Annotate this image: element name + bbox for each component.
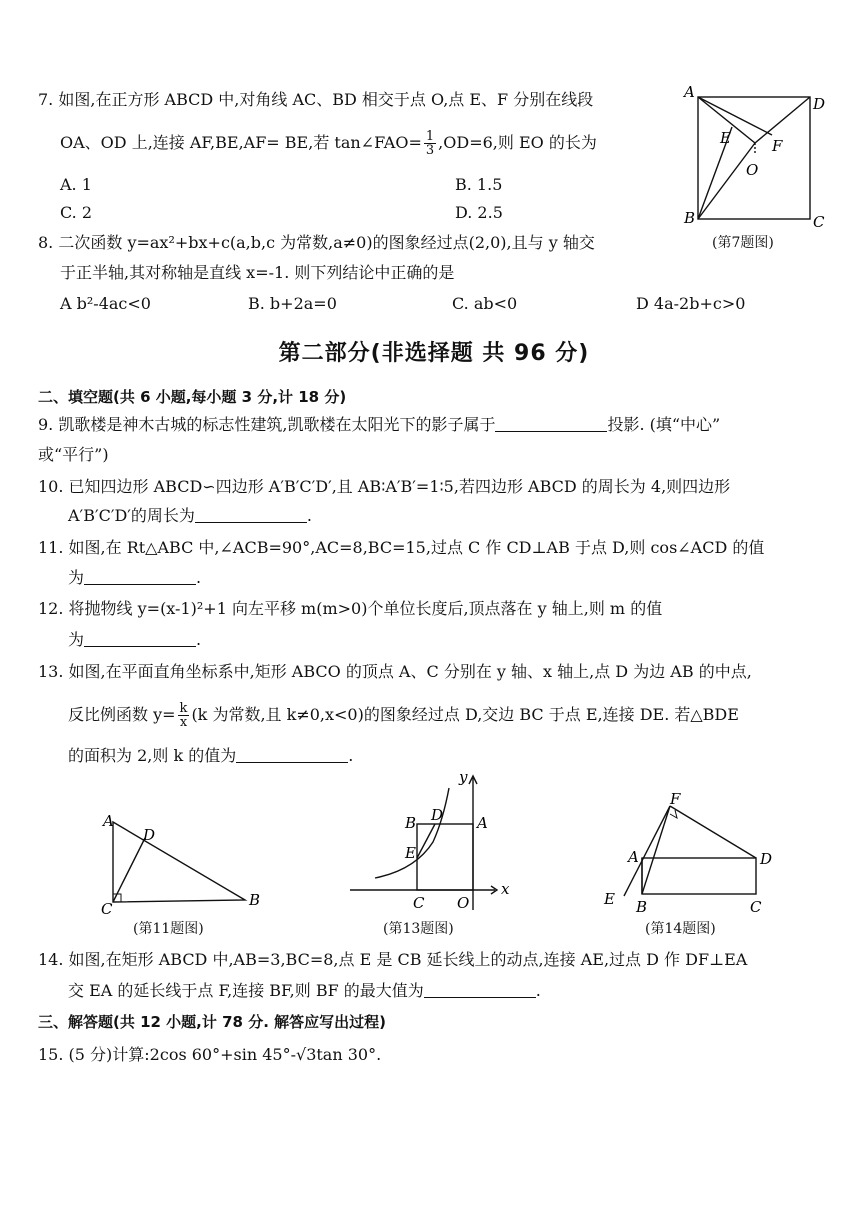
q7-option-b: B. 1.5 [455,175,503,194]
q11-label-a: A [103,812,114,830]
q13-label-d: D [431,806,444,824]
q7-segment-af [698,97,772,135]
q12-line2b: . [196,630,202,649]
q11-label-d: D [143,826,156,844]
q8-line1: 8. 二次函数 y=ax²+bx+c(a,b,c 为常数,a≠0)的图象经过点(2,0),且与 y 轴交 [38,233,595,252]
q11-line2 [68,568,201,588]
q7-diagonal-bo [698,143,755,219]
q13-label-c: C [413,894,425,912]
q7-label-c: C [813,213,825,231]
q13-label-b: B [405,814,417,832]
q13-fraction [178,702,190,729]
q14-segment-df [670,806,756,858]
q8-option-a: A b²-4ac<0 [60,294,151,313]
q7-label-f: F [772,137,783,155]
q13-line3a: 的面积为 2,则 k 的值为 [68,746,237,765]
q13-label-a: A [477,814,488,832]
q8-option-d: D 4a-2b+c>0 [636,294,746,313]
q14-line2a: 交 EA 的延长线于点 F,连接 BF,则 BF 的最大值为 [68,981,424,1000]
q7-option-c: C. 2 [60,203,93,222]
q8-option-b: B. b+2a=0 [248,294,337,313]
part2-title: 第二部分(非选择题 共 96 分) [278,341,590,366]
q7-label-a: A [684,85,695,101]
q12-line1: 12. 将抛物线 y=(x-1)²+1 向左平移 m(m>0)个单位长度后,顶点落在 y 轴上,则 m 的值 [38,599,663,618]
q11-label-b: B [249,891,261,909]
q11-figure [95,810,275,915]
q13-line2a: 反比例函数 y= [68,705,176,724]
q14-line2 [68,981,541,1001]
q14-figure [600,792,790,917]
q14-label-e: E [604,890,615,908]
q11-label-c: C [101,900,113,915]
q14-answer-blank[interactable] [424,981,536,998]
q13-caption: (第13题图) [383,921,454,937]
q10-answer-blank[interactable] [195,506,307,523]
q14-line1: 14. 如图,在矩形 ABCD 中,AB=3,BC=8,点 E 是 CB 延长线上的动点,连接 AE,过点 D 作 DF⊥EA [38,950,748,969]
q7-label-e: E [720,129,731,147]
q8-option-c: C. ab<0 [452,294,518,313]
q13-line3b: . [348,746,354,765]
q11-line2b: . [196,568,202,587]
q9-line1b: 投影. (填“中心” [607,415,721,434]
q13-label-x: x [501,880,510,898]
q11-answer-blank[interactable] [84,568,196,585]
q9-answer-blank[interactable] [495,415,607,432]
q11-line2a: 为 [68,568,85,587]
q7-line2b: ,OD=6,则 EO 的长为 [438,133,597,152]
q13-hyperbola [375,788,449,878]
q13-frac-den: x [179,715,188,730]
q8-line2: 于正半轴,其对称轴是直线 x=-1. 则下列结论中正确的是 [60,263,455,282]
q7-square [698,97,810,219]
q7-label-o: O [746,161,759,179]
q11-caption: (第11题图) [133,921,204,937]
solve-heading: 三、解答题(共 12 小题,计 78 分. 解答应写出过程) [38,1013,386,1031]
q13-rectangle [417,824,473,890]
q13-label-y: y [459,770,468,786]
q13-line3 [68,746,353,766]
q13-figure [345,770,525,915]
q9-line2: 或“平行”) [38,445,109,464]
q7-frac-den: 3 [425,143,435,158]
q14-label-d: D [760,850,773,868]
q7-label-d: D [813,95,826,113]
q11-line1: 11. 如图,在 Rt△ABC 中,∠ACB=90°,AC=8,BC=15,过点 C 作 CD⊥AB 于点 D,则 cos∠ACD 的值 [38,538,765,557]
q10-line2a: A′B′C′D′的周长为 [68,506,195,525]
q14-label-f: F [670,792,681,808]
q13-line2 [68,702,739,729]
q14-label-c: C [750,898,762,916]
q11-altitude-cd [113,838,145,902]
q10-line2b: . [306,506,313,525]
q7-diagonal-od [755,97,810,143]
q14-caption: (第14题图) [645,921,716,937]
q7-caption: (第7题图) [712,235,774,251]
q14-segment-bf [642,806,670,894]
q12-line2 [68,630,201,650]
q9-line1 [38,415,720,435]
fill-in-heading: 二、填空题(共 6 小题,每小题 3 分,计 18 分) [38,388,347,406]
q7-line1: 7. 如图,在正方形 ABCD 中,对角线 AC、BD 相交于点 O,点 E、F 分别在线段 [38,90,594,109]
q14-line2b: . [535,981,541,1000]
q14-label-a: A [628,848,639,866]
q7-fraction [424,130,436,157]
q10-line1: 10. 已知四边形 ABCD∽四边形 A′B′C′D′,且 AB∶A′B′=1∶5,若四边形 ABCD 的周长为 4,则四边形 [38,477,731,496]
q12-answer-blank[interactable] [84,630,196,647]
q13-segment-de [417,824,435,858]
q13-line1: 13. 如图,在平面直角坐标系中,矩形 ABCO 的顶点 A、C 分别在 y 轴、x 轴上,点 D 为边 AB 的中点, [38,662,752,681]
q10-line2 [68,506,312,526]
q14-rectangle [642,858,756,894]
q12-line2a: 为 [68,630,85,649]
q7-label-b: B [684,209,696,227]
q7-figure [680,85,830,235]
q13-line2b: (k 为常数,且 k≠0,x<0)的图象经过点 D,交边 BC 于点 E,连接 DE. 若△BDE [191,705,739,724]
q7-option-a: A. 1 [60,175,92,194]
q13-answer-blank[interactable] [236,746,348,763]
q13-label-e: E [405,844,416,862]
q15-line: 15. (5 分)计算:2cos 60°+sin 45°-√3tan 30°. [38,1045,382,1064]
q9-line1a: 9. 凯歌楼是神木古城的标志性建筑,凯歌楼在太阳光下的影子属于 [38,415,496,434]
q7-option-d: D. 2.5 [455,203,503,222]
q14-right-angle-f [670,810,677,818]
q7-frac-num: 1 [425,129,435,144]
q13-label-o: O [457,894,470,912]
q14-label-b: B [636,898,648,916]
q13-frac-num: k [179,701,188,716]
q7-line2 [60,130,597,157]
q7-line2a: OA、OD 上,连接 AF,BE,AF= BE,若 tan∠FAO= [60,133,422,152]
